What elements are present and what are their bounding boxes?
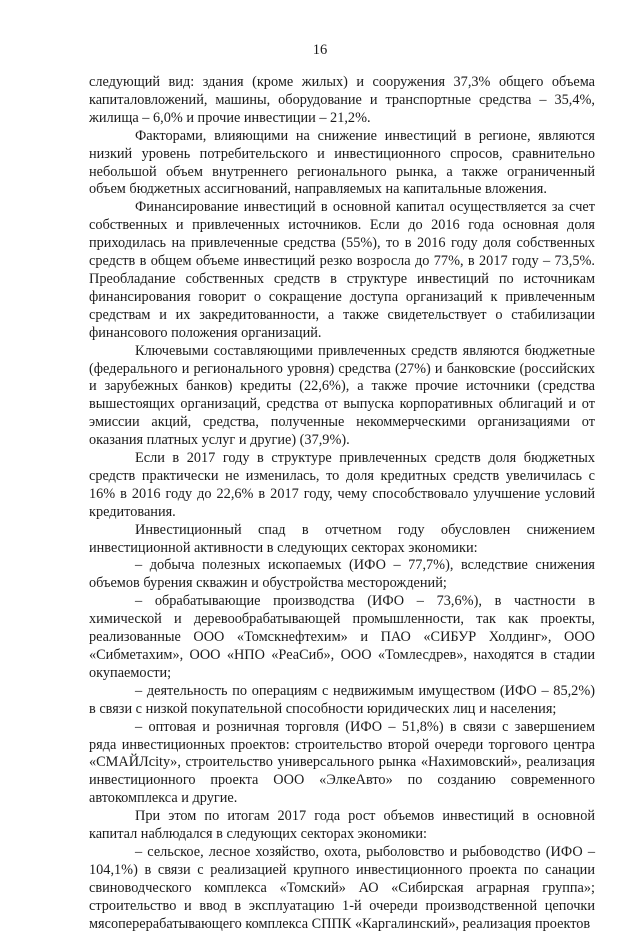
paragraph-continuation: следующий вид: здания (кроме жилых) и сооружения 37,3% общего объема капиталовложений, машины, оборудование и транспортные средства – 35,4%, жилища – 6,0% и прочие инвестиции – 21,2%. (89, 74, 595, 126)
paragraph-financing: Финансирование инвестиций в основной капитал осуществляется за счет собственных и привлеченных источников. Если до 2016 года основная доля приходилась на привлеченные средства (55%), то в 2016 году доля собственных средств в общем объеме инвестиций резко возросла до 77%, в 2017 году – 73,5%. Преобладание собственных средств в структуре инвестиций по источникам финансирования говорит о сокращение доступа организаций к привлеченным средствам и их закредитованности, а также свидетельствует о стабилизации финансового положения организаций. (89, 199, 595, 341)
paragraph-decline-intro: Инвестиционный спад в отчетном году обусловлен снижением инвестиционной активности в следующих секторах экономики: (89, 521, 595, 556)
list-item-real-estate: – деятельность по операциям с недвижимым имуществом (ИФО – 85,2%) в связи с низкой покупательной способности юридических лиц и населения; (89, 682, 595, 717)
list-item-trade: – оптовая и розничная торговля (ИФО – 51,8%) в связи с завершением ряда инвестиционных проектов: строительство второй очереди торгового центра «СМАЙЛcity», строительство универсального рынка «Нахимовский», реализация инвестиционного проекта ООО «ЭлкеАвто» по созданию современного автокомплекса и другие. (89, 718, 595, 807)
paragraph-growth-intro: При этом по итогам 2017 года рост объемов инвестиций в основной капитал наблюдался в следующих секторах экономики: (89, 808, 595, 843)
list-item-agriculture: – сельское, лесное хозяйство, охота, рыболовство и рыбоводство (ИФО – 104,1%) в связи с реализацией крупного инвестиционного проекта по санации свиноводческого комплекса «Томский» АО «Сибирская аграрная группа»; строительство и ввод в эксплуатацию 1-й очереди производственной цепочки мясоперерабатывающего комплекса СППК «Каргалинский», реализация проектов (89, 843, 595, 932)
page-number: 16 (312, 42, 328, 58)
paragraph-credit: Если в 2017 году в структуре привлеченных средств доля бюджетных средств практически не изменилась, то доля кредитных средств увеличилась с 16% в 2016 году до 22,6% в 2017 году, чему способствовало улучшение условий кредитования. (89, 450, 595, 520)
paragraph-attracted-funds: Ключевыми составляющими привлеченных средств являются бюджетные (федерального и регионального уровня) средства (27%) и банковские (российских и зарубежных банков) кредиты (22,6%), а также прочие источники (средства вышестоящих организаций, средства от выпуска корпоративных облигаций и от эмиссии акций, средства, полученные некоммерческими организациями от оказания платных услуг и другие) (37,9%). (89, 342, 595, 449)
list-item-mining: – добыча полезных ископаемых (ИФО – 77,7%), вследствие снижения объемов бурения скважин и обустройства месторождений; (89, 557, 595, 592)
body-text (89, 74, 595, 934)
paragraph-factors: Факторами, влияющими на снижение инвестиций в регионе, являются низкий уровень потребительского и инвестиционного спросов, сравнительно небольшой объем внутреннего регионального рынка, а также ограниченный объем бюджетных ассигнований, направляемых на капитальные вложения. (89, 127, 595, 198)
list-item-manufacturing: – обрабатывающие производства (ИФО – 73,6%), в частности в химической и деревообрабатывающей промышленности, так как проекты, реализованные ООО «Томскнефтехим» и ПАО «СИБУР Холдинг», ООО «Сибметахим», ООО «НПО «РеаСиб», ООО «Томлесдрев», находятся в стадии окупаемости; (89, 593, 595, 681)
